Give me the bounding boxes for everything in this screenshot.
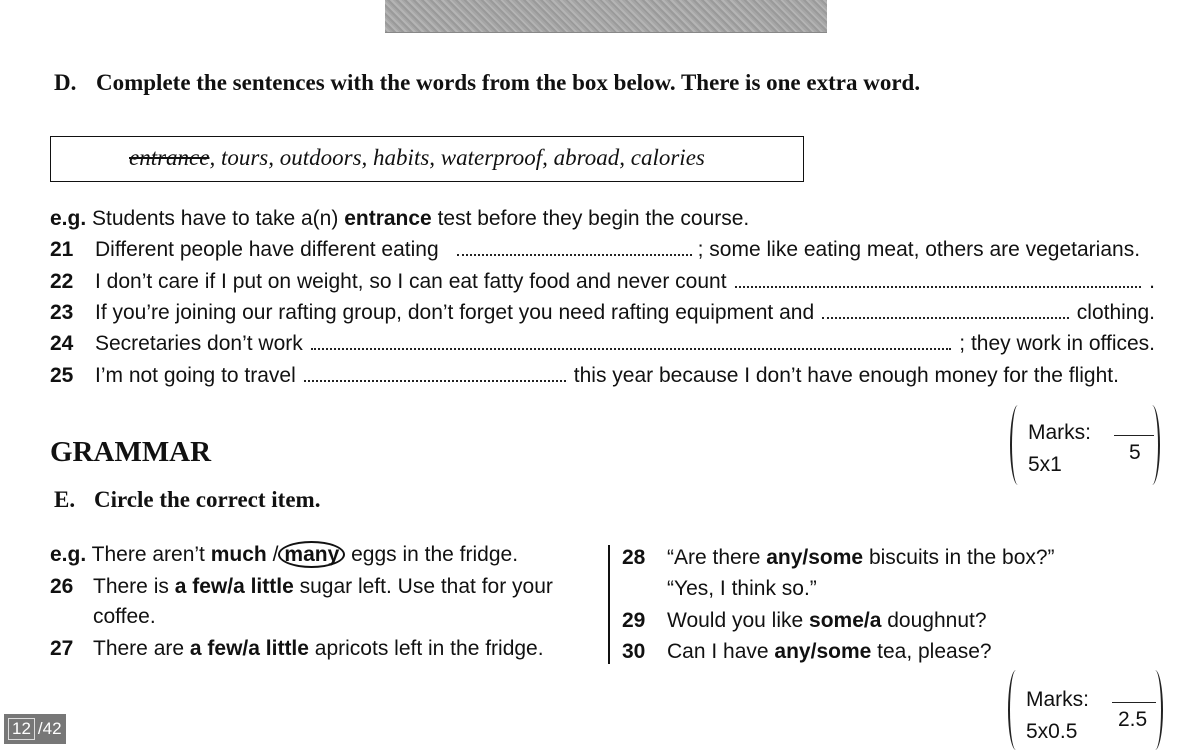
sentence-text: ; some like eating meat, others are vegetarians. [697, 238, 1141, 261]
answer-blank-24[interactable] [311, 334, 952, 350]
option-1[interactable]: much [210, 543, 267, 566]
right-parenthesis [1144, 405, 1160, 485]
option-separator: / [227, 575, 234, 598]
option-1[interactable]: a few [189, 637, 243, 660]
answer-blank-25[interactable] [304, 366, 566, 382]
option-text: Would you like [667, 609, 810, 632]
marks-box-e [1008, 670, 1163, 750]
option-text: There aren’t [91, 543, 211, 566]
column-divider [608, 545, 610, 664]
sentence-text: this year because I don’t have enough money for the flight. [573, 364, 1119, 387]
sentence-27 [93, 637, 544, 661]
example-after: test before they begin the course. [431, 207, 750, 230]
current-page[interactable]: 12 [8, 718, 35, 740]
sentence-23 [95, 301, 1155, 325]
item-number: 28 [622, 546, 646, 569]
option-text: There is [93, 575, 175, 598]
section-d-heading [54, 70, 920, 96]
sentence-text: Different people have different eating [95, 238, 439, 261]
option-text: sugar left. Use that for your [293, 575, 553, 598]
left-parenthesis [1010, 405, 1026, 485]
option-separator: / [266, 543, 279, 566]
sentence-21 [95, 238, 1155, 262]
example-label: e.g. [50, 207, 87, 230]
word-box-words [129, 145, 705, 171]
option-1[interactable]: a few [174, 575, 228, 598]
word-box [50, 136, 804, 182]
example-answer: entrance [344, 207, 432, 230]
item-number: 23 [50, 301, 74, 324]
option-text: Can I have [667, 640, 775, 663]
marks-total: 2.5 [1118, 708, 1148, 731]
option-separator: / [863, 609, 870, 632]
struck-word: entrance [129, 145, 210, 170]
left-parenthesis [1008, 670, 1024, 750]
section-d-instruction: Complete the sentences with the words from the box below. There is one extra word. [96, 70, 921, 95]
option-separator: / [802, 546, 809, 569]
example-sentence-e [50, 543, 518, 567]
sentence-text: . [1149, 270, 1155, 293]
option-text: “Are there [667, 546, 767, 569]
option-1[interactable]: any [774, 640, 811, 663]
total-pages: /42 [37, 719, 62, 738]
option-text: doughnut? [881, 609, 987, 632]
sentence-text: clothing. [1076, 301, 1155, 324]
option-2[interactable]: a little [248, 637, 309, 660]
example-sentence-d [50, 207, 749, 231]
sentence-text: ; they work in offices. [959, 332, 1155, 355]
section-d-label: D. [54, 70, 77, 95]
page-counter[interactable] [4, 714, 66, 744]
sentence-26 [93, 575, 553, 599]
option-text: apricots left in the fridge. [308, 637, 544, 660]
sentence-text: I’m not going to travel [95, 364, 296, 387]
answer-blank-21[interactable] [457, 240, 692, 256]
item-number: 21 [50, 238, 74, 261]
right-parenthesis [1147, 670, 1163, 750]
marks-formula: 5x1 [1028, 453, 1062, 476]
sentence-24 [95, 332, 1155, 356]
option-separator: / [810, 640, 817, 663]
option-2[interactable]: a [869, 609, 882, 632]
item-number: 29 [622, 609, 646, 632]
word-list: , tours, outdoors, habits, waterproof, abroad, calories [209, 145, 705, 170]
grammar-title: GRAMMAR [50, 436, 212, 468]
item-number: 24 [50, 332, 74, 355]
option-text: tea, please? [871, 640, 992, 663]
marks-line [1114, 435, 1154, 436]
option-text: There are [93, 637, 190, 660]
option-2[interactable]: some [808, 546, 864, 569]
marks-label: Marks: [1026, 688, 1089, 711]
option-text: biscuits in the box?” [863, 546, 1055, 569]
marks-total: 5 [1129, 441, 1141, 464]
sentence-continuation: “Yes, I think so.” [667, 577, 817, 600]
example-before: Students have to take a(n) [92, 207, 345, 230]
answer-blank-22[interactable] [735, 272, 1142, 288]
example-label: e.g. [50, 543, 87, 566]
sentence-25 [95, 364, 1155, 388]
marks-box-d [1010, 405, 1160, 485]
item-number: 22 [50, 270, 74, 293]
section-e-heading [54, 487, 320, 513]
sentence-28 [667, 546, 1055, 570]
sentence-text: If you’re joining our rafting group, don’t forget you need rafting equipment and [95, 301, 815, 324]
section-e-instruction: Circle the correct item. [94, 487, 321, 512]
sentence-text: I don’t care if I put on weight, so I can eat fatty food and never count [95, 270, 727, 293]
section-e-label: E. [54, 487, 76, 512]
sentence-continuation: coffee. [93, 605, 156, 628]
item-number: 25 [50, 364, 74, 387]
scanned-image-strip [385, 0, 827, 33]
option-text: eggs in the fridge. [345, 543, 519, 566]
circled-option[interactable]: many [278, 541, 345, 568]
marks-label: Marks: [1028, 421, 1091, 444]
sentence-30 [667, 640, 992, 664]
option-2[interactable]: some [816, 640, 872, 663]
item-number: 30 [622, 640, 646, 663]
item-number: 27 [50, 637, 74, 660]
item-number: 26 [50, 575, 74, 598]
option-1[interactable]: any [766, 546, 803, 569]
answer-blank-23[interactable] [822, 303, 1069, 319]
marks-line [1112, 702, 1156, 703]
marks-formula: 5x0.5 [1026, 720, 1078, 743]
sentence-text: Secretaries don’t work [95, 332, 303, 355]
sentence-22 [95, 270, 1155, 294]
sentence-29 [667, 609, 987, 633]
option-2[interactable]: a little [233, 575, 294, 598]
option-1[interactable]: some [809, 609, 864, 632]
option-separator: / [242, 637, 249, 660]
